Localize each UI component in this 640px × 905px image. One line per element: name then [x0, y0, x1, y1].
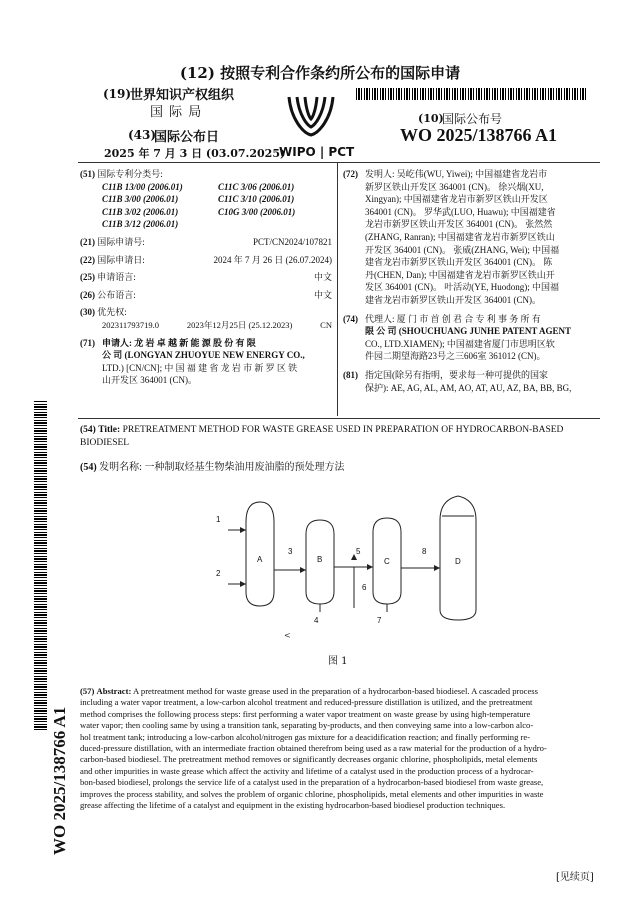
f81-number: (81) [343, 369, 358, 380]
title-en-label: Title: [98, 425, 121, 435]
right-bibliographic-column [343, 168, 601, 394]
title-cn-text: 发明名称: 一种制取烃基生物柴油用废油脂的预处理方法 [99, 462, 345, 473]
agent-block [343, 313, 601, 363]
f22-value: 2024 年 7 月 26 日 (26.07.2024) [213, 254, 332, 265]
f22-label: 国际申请日: [97, 254, 145, 265]
inventor-line: 建省龙岩市新罗区铁山开发区 364001 (CN)。 陈 [365, 257, 553, 268]
chinese-title [80, 458, 344, 473]
f30-number: (30) [80, 307, 95, 318]
ipc-code: C11B 3/12 (2006.01) [102, 219, 179, 230]
figure-label: D [455, 557, 461, 566]
figure-label: 8 [422, 547, 427, 556]
f25-label: 申请语言: [97, 272, 136, 283]
ipc-code: C11B 13/00 (2006.01) [102, 181, 183, 192]
ipc-code: C11C 3/10 (2006.01) [218, 194, 295, 205]
title-cn-number: (54) [80, 462, 97, 473]
abstract-line: bon-based biodiesel, prolongs the service life of a catalyst used in the preparation of a hydrocarbon-based biodiesel from waste grease, [80, 777, 544, 788]
org-subtitle: 国 际 局 [150, 105, 203, 120]
f74-number: (74) [343, 313, 358, 324]
f51-number: (51) [80, 169, 95, 179]
title-en-number: (54) [80, 425, 96, 435]
inventor-line: 发明人: 吴屹伟(WU, Yiwei); 中国福建省龙岩市 [365, 169, 548, 179]
designated-line: 指定国(除另有指明，要求每一种可提供的国家 [365, 369, 548, 380]
agent-line: CO., LTD.XIAMEN); 中国福建省厦门市思明区软 [365, 338, 555, 349]
priority-app-number: 202311793719.0 [102, 319, 160, 330]
inventor-line: Xingyan); 中国福建省龙岩市新罗区铁山开发区 [365, 194, 548, 205]
abstract-line: hol treatment tank; introducing a low-carbon alcohol/nitrogen gas mixture for a deacidification reaction; and finally performing re- [80, 731, 531, 742]
priority-country: CN [320, 319, 332, 330]
f26-label: 公布语言: [97, 289, 136, 300]
arrow-icon [240, 527, 246, 533]
f21-value: PCT/CN2024/107821 [252, 236, 332, 247]
header-divider [78, 162, 600, 163]
english-title [80, 424, 600, 449]
f25-value: 中文 [313, 272, 332, 283]
abstract-line: water vapor; then cooling same by using a transition tank, separating by-products, and then conveying same into a low-carbon alco- [80, 720, 534, 731]
arrow-icon [434, 565, 440, 571]
title-divider [78, 418, 600, 419]
f25-number: (25) [80, 272, 95, 283]
inventor-line: 丹(CHEN, Dan); 中国福建省龙岩市新罗区铁山开 [365, 269, 555, 280]
agent-line: 件园二期望海路23号之三606室 361012 (CN)。 [365, 351, 546, 362]
ipc-code [218, 218, 338, 231]
ipc-code: C11B 3/02 (2006.01) [102, 206, 179, 217]
inventor-line: 建省龙岩市新罗区铁山开发区 364001 (CN)。 [365, 294, 541, 305]
title-en-text: PRETREATMENT METHOD FOR WASTE GREASE USED IN PREPARATION OF HYDROCARBON-BASED BIODIESEL [80, 425, 564, 448]
vessel-a-icon [246, 502, 274, 606]
arrow-icon [367, 564, 373, 570]
abstract-label: Abstract: [96, 686, 132, 696]
agent-line: 代理人: 厦 门 市 首 创 君 合 专 利 事 务 所 有 [365, 313, 541, 324]
inventor-line: 364001 (CN)。 罗华武(LUO, Huawu); 中国福建省 [365, 206, 556, 217]
wipo-logo-text: WIPO | PCT [279, 145, 355, 159]
arrow-icon [240, 581, 246, 587]
pubdate-value: 2025 年 7 月 3 日 (03.07.2025) [104, 147, 286, 160]
figure-label: A [257, 555, 263, 564]
abstract-line: duced-pressure distillation, with an intermediate fraction obtained therefrom being used as a raw material for the production of a hydro- [80, 743, 547, 754]
barcode-side [34, 400, 47, 730]
side-publication-number: WO 2025/138766 A1 [50, 706, 69, 855]
figure-label: C [384, 557, 390, 566]
priority-date: 2023年12月25日 (25.12.2023) [186, 319, 293, 330]
ipc-code: C11C 3/06 (2006.01) [218, 181, 295, 192]
pubdate-label: 国际公布日 [154, 130, 220, 145]
abstract-line: improves the process stability, and solves the problem of organic chlorine, phospholipids, metal elements and other impurities in waste [80, 788, 544, 799]
org-number: (19) [103, 87, 132, 101]
f26-value: 中文 [313, 289, 332, 300]
continued-note: [见续页] [556, 872, 594, 883]
f30-label: 优先权: [97, 307, 127, 318]
f22-number: (22) [80, 254, 95, 265]
f71-number: (71) [80, 337, 95, 348]
designated-states-block [343, 369, 601, 394]
ipc-classifications [102, 181, 332, 231]
abstract-line: carbon-based biodiesel. The pretreatment method removes or significantly decreases organic chlorine, phospholipids, metal elements [80, 754, 538, 765]
abstract-line: including a water vapor treatment, a low-carbon alcohol treatment and reduced-pressure distillation is utilized, and the pretreatment [80, 697, 533, 708]
inventor-line: 龙岩市新罗区铁山开发区 364001 (CN)。 张然然 [365, 219, 553, 230]
abstract-line: method comprises the following process steps: first performing a water vapor treatment on waste grease by using high-temperature [80, 708, 531, 719]
figure-label: 3 [288, 547, 293, 556]
inventor-line: 开发区 364001 (CN)。 张威(ZHANG, Wei); 中国福 [365, 244, 560, 255]
inventor-block [343, 168, 601, 307]
f21-label: 国际申请号: [97, 236, 145, 247]
applicant-line: 公 司 (LONGYAN ZHUOYUE NEW ENERGY CO., [102, 350, 305, 361]
f51-label: 国际专利分类号: [97, 169, 163, 179]
figure-label: 2 [216, 569, 221, 578]
figure-label: 7 [377, 616, 382, 625]
process-flow-figure [180, 492, 500, 682]
abstract-line: and other impurities in waste grease which affect the activity and lifetime of a catalyst used in the production process of a hydrocar- [80, 765, 534, 776]
abstract-line: grease affecting the lifetime of a catalyst and equipment in the existing hydrocarbon-based biodiesel production techniques. [80, 800, 506, 811]
abstract [80, 686, 602, 811]
org-name: 世界知识产权组织 [130, 88, 235, 103]
ipc-code: C11B 3/00 (2006.01) [102, 194, 179, 205]
figure-label: B [317, 555, 323, 564]
wipo-logo-icon [283, 89, 339, 145]
pubno-number: (10) [418, 112, 444, 125]
figure-label: 6 [362, 583, 367, 592]
pubno-value: WO 2025/138766 A1 [400, 125, 558, 145]
ipc-code: C10G 3/00 (2006.01) [218, 206, 296, 217]
document-title: (12) 按照专利合作条约所公布的国际申请 [179, 64, 461, 82]
f72-number: (72) [343, 169, 358, 179]
inventor-line: (ZHANG, Ranran); 中国福建省龙岩市新罗区铁山 [365, 231, 555, 242]
arrow-icon [300, 567, 306, 573]
applicant-line: 山开发区 364001 (CN)。 [102, 375, 197, 386]
figure-label: 4 [314, 616, 319, 625]
figure-label: 1 [216, 515, 221, 524]
small-mark: < [284, 631, 291, 640]
applicant-block [80, 337, 332, 387]
figure-caption: 图 1 [328, 656, 348, 667]
abstract-number: (57) [80, 686, 95, 696]
designated-line: 保护): AE, AG, AL, AM, AO, AT, AU, AZ, BA, BB, BG, [365, 382, 572, 393]
f26-number: (26) [80, 289, 95, 300]
left-bibliographic-column [80, 168, 332, 387]
inventor-line: 发区 364001 (CN)。 叶活动(YE, Huodong); 中国福 [365, 282, 559, 293]
abstract-line: A pretreatment method for waste grease used in the preparation of a hydrocarbon-based biodiesel. A cascaded process [133, 686, 538, 696]
barcode-top [356, 88, 586, 100]
f21-number: (21) [80, 236, 95, 247]
agent-line: 限 公 司 (SHOUCHUANG JUNHE PATENT AGENT [365, 326, 572, 337]
applicant-line: LTD.) [CN/CN]; 中 国 福 建 省 龙 岩 市 新 罗 区 铁 [102, 362, 298, 373]
pubdate-number: (43) [128, 128, 157, 142]
applicant-line: 申请人: 龙 岩 卓 越 新 能 源 股 份 有 限 [102, 337, 256, 348]
inventor-line: 新罗区铁山开发区 364001 (CN)。 徐兴烟(XU, [365, 181, 544, 192]
figure-label: 5 [356, 547, 361, 556]
pubno-label: 国际公布号 [442, 112, 503, 126]
